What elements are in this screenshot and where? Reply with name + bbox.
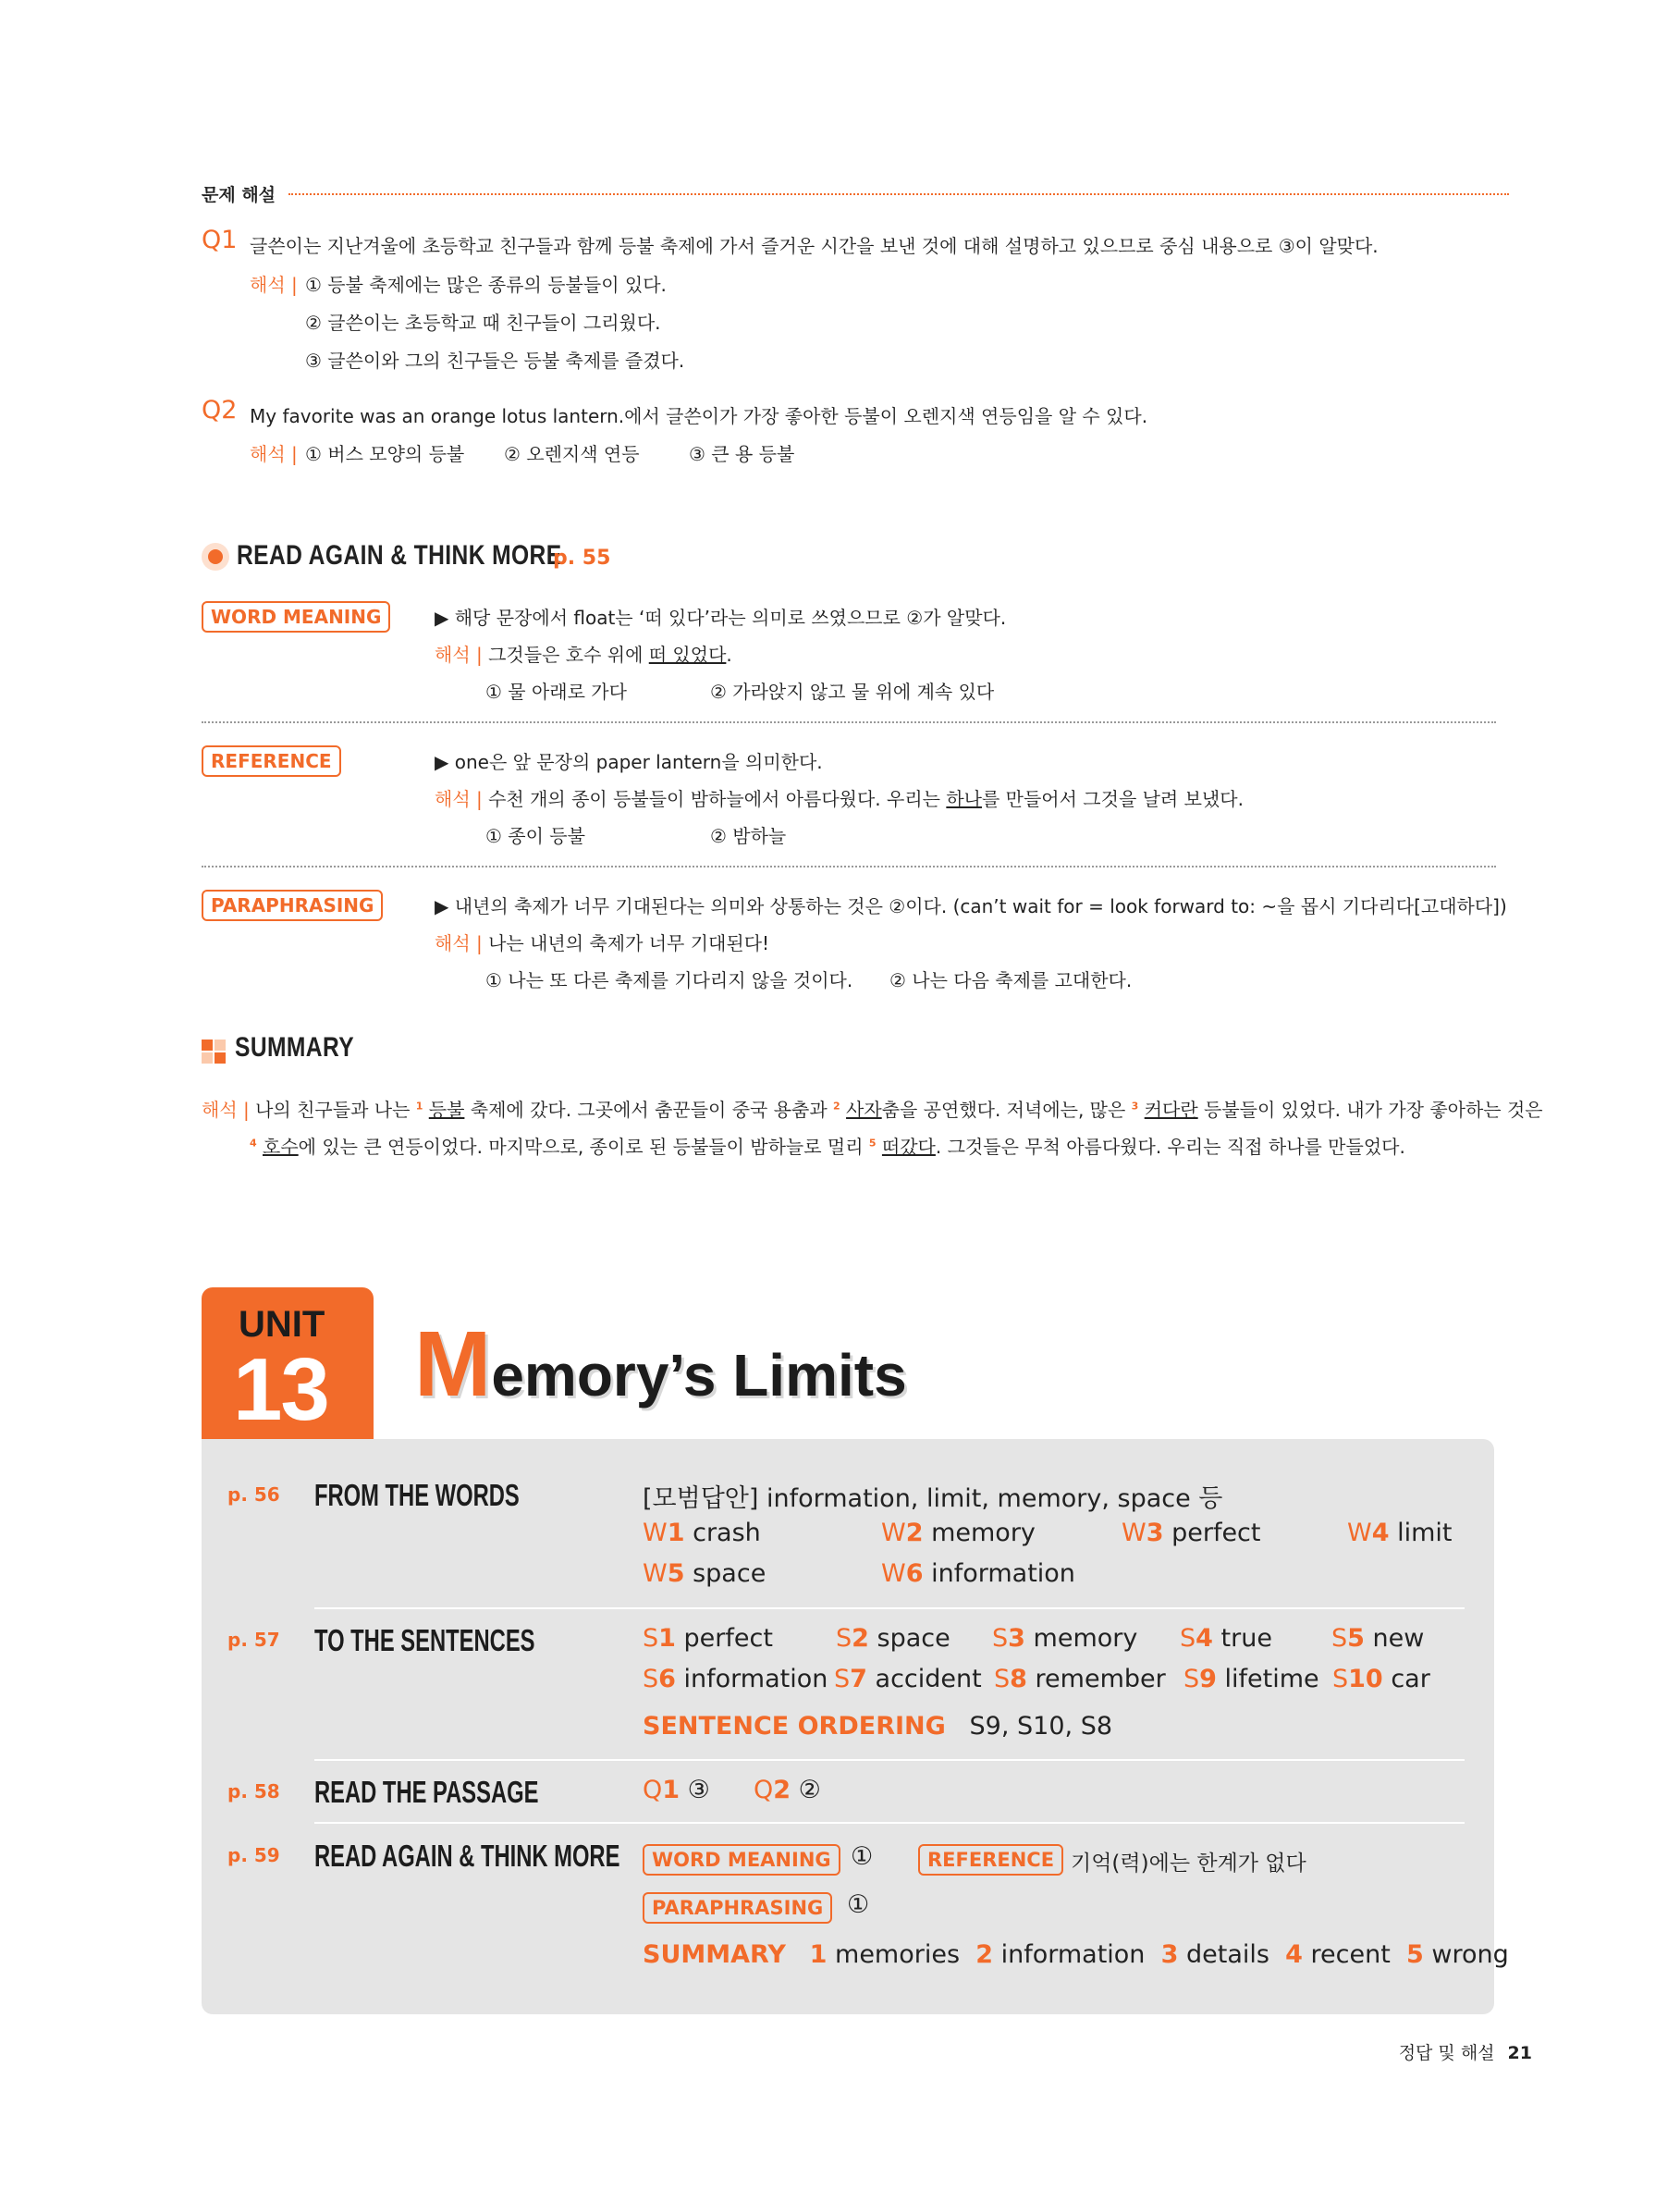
answer-number: 2: [852, 1624, 869, 1653]
answer-item: [643, 1776, 710, 1804]
unit-number: 13: [233, 1340, 328, 1439]
blank-number: 1: [415, 1100, 423, 1113]
answer-number: 6: [905, 1559, 924, 1588]
answer-word: information: [1000, 1940, 1146, 1969]
answer-prefix: W: [643, 1559, 668, 1588]
answer-word: memory: [1033, 1624, 1138, 1653]
page-number: 21: [1507, 2043, 1532, 2063]
answer-prefix: S: [1183, 1665, 1200, 1693]
answer-word: information: [683, 1665, 828, 1693]
row-heading: FROM THE WORDS: [314, 1478, 520, 1512]
answer-number: 5: [1347, 1624, 1365, 1653]
answer-word: car: [1391, 1665, 1430, 1693]
q1-option-2: ② 글쓴이는 초등학교 때 친구들이 그리웠다.: [305, 312, 661, 334]
answer-number: 8: [1010, 1665, 1027, 1693]
q1-translation-label: 해석 |: [250, 274, 298, 296]
answer-number: 4: [1285, 1940, 1303, 1969]
answer-item: [992, 1624, 1137, 1653]
reference-answer: 기억(력)에는 한계가 없다: [1071, 1852, 1306, 1876]
answer-word: space: [877, 1624, 950, 1653]
answer-prefix: S: [643, 1624, 659, 1653]
summary-text: 에 있는 큰 연등이었다. 마지막으로, 종이로 된 등불들이 밤하늘로 멀리: [298, 1136, 869, 1158]
footer-label: 정답 및 해설: [1398, 2043, 1495, 2063]
answer-word: accident: [875, 1665, 982, 1693]
word-meaning-tag: WORD MEANING: [202, 601, 390, 633]
translation-text: 수천 개의 종이 등불들이 밤하늘에서 아름다웠다. 우리는: [488, 788, 947, 810]
answer-prefix: S: [643, 1665, 659, 1693]
underlined-phrase: 하나: [946, 788, 982, 810]
answer-prefix: Q: [643, 1776, 663, 1804]
summary-blank-5: 떠갔다: [881, 1136, 936, 1158]
reference-translation: [435, 784, 1244, 811]
answer-word: lifetime: [1224, 1665, 1319, 1693]
translation-label: 해석 |: [435, 788, 483, 810]
answer-item: [1331, 1624, 1424, 1653]
answer-item: [754, 1776, 821, 1804]
answer-prefix: S: [1332, 1665, 1349, 1693]
blank-number: 4: [250, 1137, 257, 1150]
blank-number: 3: [1131, 1100, 1139, 1113]
unit-label: UNIT: [239, 1304, 325, 1345]
answer-item: [1347, 1519, 1453, 1547]
model-answer: [모범답안] information, limit, memory, space 등: [643, 1484, 1223, 1513]
answer-number: 5: [1405, 1940, 1424, 1969]
answer-item: [881, 1519, 1036, 1547]
section-title: 문제 해설: [202, 185, 276, 205]
answer-number: 2: [905, 1519, 924, 1547]
answer-word: new: [1372, 1624, 1425, 1653]
think-more-page: p. 55: [553, 547, 611, 570]
reference-option-1: ① 종이 등불: [485, 825, 585, 847]
word-meaning-tag: WORD MEANING: [643, 1844, 840, 1876]
word-meaning-answer: ①: [851, 1842, 874, 1871]
answer-number: 4: [1371, 1519, 1390, 1547]
answer-item: [994, 1665, 1166, 1693]
answer-word: remember: [1035, 1665, 1166, 1693]
summary-text: 축제에 갔다. 그곳에서 춤꾼들이 중국 용춤과: [464, 1099, 834, 1121]
summary-line-1: [202, 1095, 1543, 1122]
reference-tag: REFERENCE: [202, 745, 341, 777]
answer-prefix: W: [1347, 1519, 1372, 1547]
answer-item: [1122, 1519, 1261, 1547]
unit-title-rest: emory’s Limits: [491, 1342, 907, 1409]
answer-number: 4: [1196, 1624, 1213, 1653]
answer-number: 3: [1146, 1519, 1164, 1547]
summary-label: SUMMARY: [643, 1940, 786, 1969]
answer-number: 10: [1348, 1665, 1383, 1693]
answer-prefix: S: [994, 1665, 1011, 1693]
answer-prefix: W: [881, 1519, 906, 1547]
answer-prefix: S: [1180, 1624, 1196, 1653]
answer-choice: ②: [798, 1776, 821, 1804]
q1-option-1: ① 등불 축제에는 많은 종류의 등불들이 있다.: [305, 274, 667, 296]
translation-text: 그것들은 호수 위에: [488, 644, 649, 666]
answer-number: 2: [975, 1940, 993, 1969]
summary-text: 나의 친구들과 나는: [255, 1099, 416, 1121]
row-page: p. 57: [227, 1629, 280, 1651]
q1-text: 글쓴이는 지난겨울에 초등학교 친구들과 함께 등불 축제에 가서 즐거운 시간을 보낸 것에 대해 설명하고 있으므로 중심 내용으로 ③이 알맞다.: [250, 235, 1379, 257]
answer-word: memories: [835, 1940, 961, 1969]
word-meaning-option-2: ② 가라앉지 않고 물 위에 계속 있다: [710, 681, 995, 703]
dotted-divider: [288, 193, 1509, 195]
answer-item: [643, 1559, 766, 1588]
translation-label: 해석 |: [202, 1099, 250, 1121]
paraphrasing-tag: PARAPHRASING: [202, 890, 383, 921]
answer-choice: ③: [687, 1776, 710, 1804]
answer-prefix: Q: [754, 1776, 774, 1804]
q2-number: Q2: [202, 396, 238, 424]
summary-text: . 그것들은 무척 아름다웠다. 우리는 직접 하나를 만들었다.: [935, 1136, 1405, 1158]
answer-number: 3: [1008, 1624, 1025, 1653]
dotted-divider: [202, 866, 1496, 867]
answer-number: 1: [809, 1940, 828, 1969]
summary-blank-3: 커다란: [1144, 1099, 1198, 1121]
translation-label: 해석 |: [435, 932, 483, 954]
blank-number: 2: [833, 1100, 840, 1113]
translation-label: 해석 |: [435, 644, 483, 666]
answer-number: 1: [667, 1519, 685, 1547]
answer-item: [643, 1665, 828, 1693]
paraphrasing-option-2: ② 나는 다음 축제를 고대한다.: [889, 969, 1133, 991]
row-heading: TO THE SENTENCES: [314, 1623, 535, 1657]
answer-number: 6: [658, 1665, 676, 1693]
answer-prefix: S: [834, 1665, 851, 1693]
q2-text: My favorite was an orange lotus lantern.에서 글쓴이가 가장 좋아한 등불이 오렌지색 연등임을 알 수 있다.: [250, 405, 1148, 427]
unit-title: [414, 1311, 907, 1418]
paraphrasing-answer: ①: [847, 1890, 870, 1919]
summary-blank-2: 사자: [846, 1099, 882, 1121]
paraphrasing-tag: PARAPHRASING: [643, 1892, 832, 1924]
answer-item: [643, 1519, 761, 1547]
answer-item: [643, 1624, 773, 1653]
row-page: p. 58: [227, 1780, 280, 1802]
section-bullet-icon: [202, 543, 229, 571]
reference-option-2: ② 밤하늘: [710, 825, 787, 847]
summary-text: 춤을 공연했다. 저녁에는, 많은: [881, 1099, 1132, 1121]
answer-prefix: W: [1122, 1519, 1147, 1547]
answer-item: [1332, 1665, 1430, 1693]
answer-word: wrong: [1431, 1940, 1509, 1969]
reference-tag: REFERENCE: [918, 1844, 1063, 1876]
row-divider: [314, 1759, 1465, 1761]
answer-item: [881, 1559, 1075, 1588]
answer-item: [1180, 1624, 1272, 1653]
summary-text: 등불들이 있었다. 내가 가장 좋아하는 것은: [1197, 1099, 1543, 1121]
row-divider: [314, 1607, 1465, 1609]
word-meaning-translation: [435, 640, 732, 667]
answer-prefix: W: [643, 1519, 668, 1547]
word-meaning-explanation: ▶ 해당 문장에서 float는 ‘떠 있다’라는 의미로 쓰였으므로 ②가 알맞다.: [435, 607, 1007, 629]
sentence-ordering: [643, 1712, 1112, 1741]
translation-text: 나는 내년의 축제가 너무 기대된다!: [488, 932, 770, 954]
row-divider: [314, 1822, 1465, 1824]
row-heading: READ THE PASSAGE: [314, 1775, 539, 1809]
dotted-divider: [202, 721, 1496, 723]
answer-number: 1: [662, 1776, 681, 1804]
ordering-label: SENTENCE ORDERING: [643, 1712, 946, 1741]
row-heading: READ AGAIN & THINK MORE: [314, 1839, 620, 1873]
unit-title-initial: M: [414, 1312, 492, 1416]
page-footer: [1399, 2039, 1532, 2064]
row-page: p. 59: [227, 1844, 280, 1866]
underlined-phrase: 떠 있었다: [648, 644, 727, 666]
answer-word: space: [693, 1559, 766, 1588]
q2-option-1: ① 버스 모양의 등불: [305, 443, 465, 465]
answer-word: perfect: [1171, 1519, 1261, 1547]
row-page: p. 56: [227, 1483, 280, 1506]
answer-word: recent: [1310, 1940, 1391, 1969]
q2-translation-label: 해석 |: [250, 443, 298, 465]
word-meaning-option-1: ① 물 아래로 가다: [485, 681, 627, 703]
answer-item: [1183, 1665, 1319, 1693]
answer-item: [836, 1624, 950, 1653]
ordering-value: S9, S10, S8: [969, 1712, 1113, 1741]
answer-word: information: [931, 1559, 1075, 1588]
answer-prefix: S: [992, 1624, 1009, 1653]
answer-item: [834, 1665, 982, 1693]
summary-heading: SUMMARY: [235, 1032, 355, 1063]
summary-line-2: [250, 1132, 1405, 1159]
summary-blank-4: 호수: [263, 1136, 299, 1158]
answer-prefix: S: [836, 1624, 852, 1653]
translation-end: 를 만들어서 그것을 날려 보냈다.: [981, 788, 1244, 810]
think-more-heading: READ AGAIN & THINK MORE: [237, 540, 562, 571]
answer-word: details: [1186, 1940, 1269, 1969]
answer-number: 3: [1160, 1940, 1179, 1969]
paraphrasing-option-1: ① 나는 또 다른 축제를 기다리지 않을 것이다.: [485, 969, 853, 991]
q1-number: Q1: [202, 226, 238, 254]
answer-number: 5: [667, 1559, 685, 1588]
answer-word: limit: [1397, 1519, 1453, 1547]
answer-word: true: [1220, 1624, 1272, 1653]
answer-prefix: W: [881, 1559, 906, 1588]
answer-number: 7: [850, 1665, 867, 1693]
answer-number: 9: [1199, 1665, 1217, 1693]
paraphrasing-explanation: ▶ 내년의 축제가 너무 기대된다는 의미와 상통하는 것은 ②이다. (can’t wait for = look forward to: ~을 몹시 기다리다[고대하다]): [435, 895, 1507, 917]
reference-explanation: ▶ one은 앞 문장의 paper lantern을 의미한다.: [435, 751, 823, 773]
q2-option-2: ② 오렌지색 연등: [504, 443, 640, 465]
answer-number: 2: [773, 1776, 791, 1804]
summary-blank-1: 등불: [428, 1099, 465, 1121]
answer-word: memory: [931, 1519, 1036, 1547]
blank-number: 5: [868, 1137, 877, 1150]
translation-end: .: [726, 644, 732, 666]
answer-word: crash: [693, 1519, 761, 1547]
answer-word: perfect: [683, 1624, 773, 1653]
summary-icon: [202, 1040, 226, 1064]
summary-answers: [643, 1940, 1509, 1969]
q2-option-3: ③ 큰 용 등불: [689, 443, 795, 465]
answer-prefix: S: [1331, 1624, 1348, 1653]
paraphrasing-translation: [435, 929, 769, 955]
answer-number: 1: [658, 1624, 676, 1653]
q1-option-3: ③ 글쓴이와 그의 친구들은 등불 축제를 즐겼다.: [305, 350, 685, 372]
